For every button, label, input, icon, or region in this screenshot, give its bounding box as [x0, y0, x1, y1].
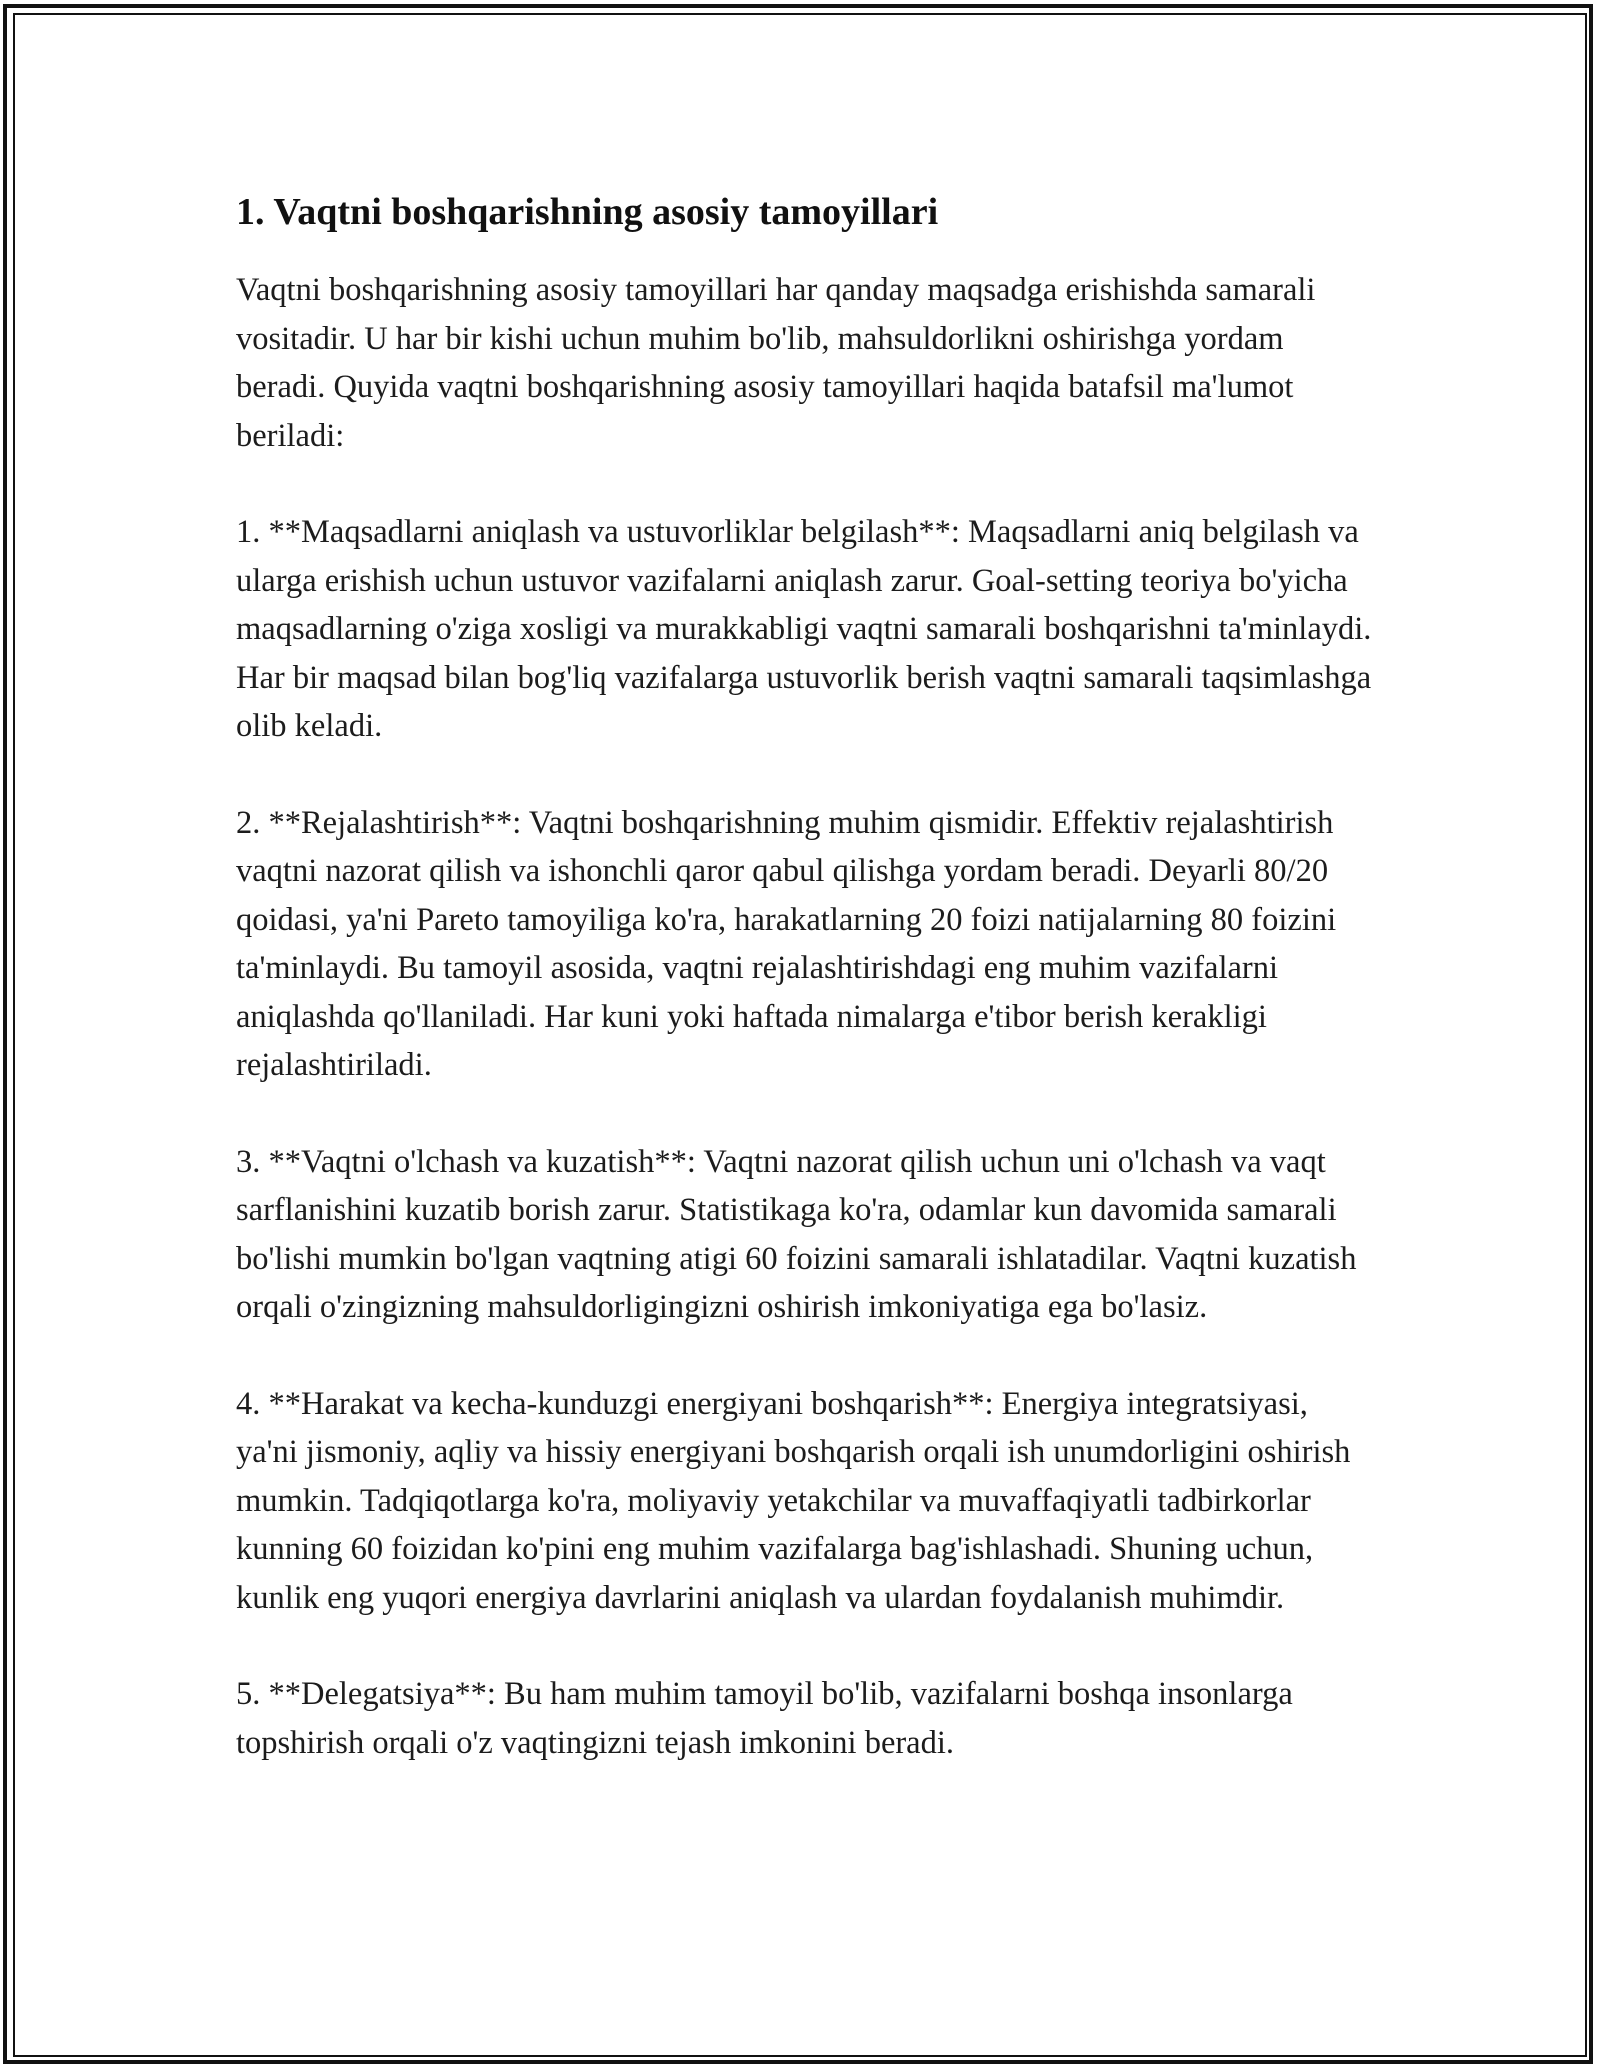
- principle-item-5: 5. **Delegatsiya**: Bu ham muhim tamoyil bo'lib, vazifalarni boshqa insonlarga topshirish orqali o'z vaqtingizni tejash imkonini beradi.: [236, 1676, 1293, 1761]
- principle-item-4: 4. **Harakat va kecha-kunduzgi energiyani boshqarish**: Energiya integratsiyasi, ya'ni jismoniy, aqliy va hissiy energiyani boshqarish orqali ish unumdorligini oshirish mumkin. Tadqiqotlarga ko'ra, moliyaviy yetakchilar va muvaffaqiyatli tadbirkorlar kunning 60 foizidan ko'pini eng muhim vazifalarga bag'ishlashadi. Shuning uchun, kunlik eng yuqori energiya davrlarini aniqlash va ulardan foydalanish muhimdir.: [236, 1385, 1351, 1616]
- principle-item-2: 2. **Rejalashtirish**: Vaqtni boshqarishning muhim qismidir. Effektiv rejalashtirish vaqtni nazorat qilish va ishonchli qaror qabul qilishga yordam beradi. Deyarli 80/20 qoidasi, ya'ni Pareto tamoyiliga ko'ra, harakatlarning 20 foizi natijalarning 80 foizini ta'minlaydi. Bu tamoyil asosida, vaqtni rejalashtirishdagi eng muhim vazifalarni aniqlashda qo'llaniladi. Har kuni yoki haftada nimalarga e'tibor berish kerakligi rejalashtiriladi.: [236, 804, 1337, 1083]
- document-body: [236, 186, 1376, 1815]
- principle-item-1: 1. **Maqsadlarni aniqlash va ustuvorliklar belgilash**: Maqsadlarni aniq belgilash va ularga erishish uchun ustuvor vazifalarni aniqlash zarur. Goal-setting teoriya bo'yicha maqsadlarning o'ziga xosligi va murakkabligi vaqtni samarali boshqarishni ta'minlaydi. Har bir maqsad bilan bog'liq vazifalarga ustuvorlik berish vaqtni samarali taqsimlashga olib keladi.: [236, 514, 1372, 744]
- principle-item-3: 3. **Vaqtni o'lchash va kuzatish**: Vaqtni nazorat qilish uchun uni o'lchash va vaqt sarflanishini kuzatib borish zarur. Statistikaga ko'ra, odamlar kun davomida samarali bo'lishi mumkin bo'lgan vaqtning atigi 60 foizini samarali ishlatadilar. Vaqtni kuzatish orqali o'zingizning mahsuldorligingizni oshirish imkoniyatiga ega bo'lasiz.: [236, 1143, 1357, 1325]
- document-title: 1. Vaqtni boshqarishning asosiy tamoyillari: [236, 191, 939, 233]
- intro-paragraph: Vaqtni boshqarishning asosiy tamoyillari har qanday maqsadga erishishda samarali vositadir. U har bir kishi uchun muhim bo'lib, mahsuldorlikni oshirishga yordam beradi. Quyida vaqtni boshqarishning asosiy tamoyillari haqida batafsil ma'lumot beriladi:: [236, 272, 1316, 454]
